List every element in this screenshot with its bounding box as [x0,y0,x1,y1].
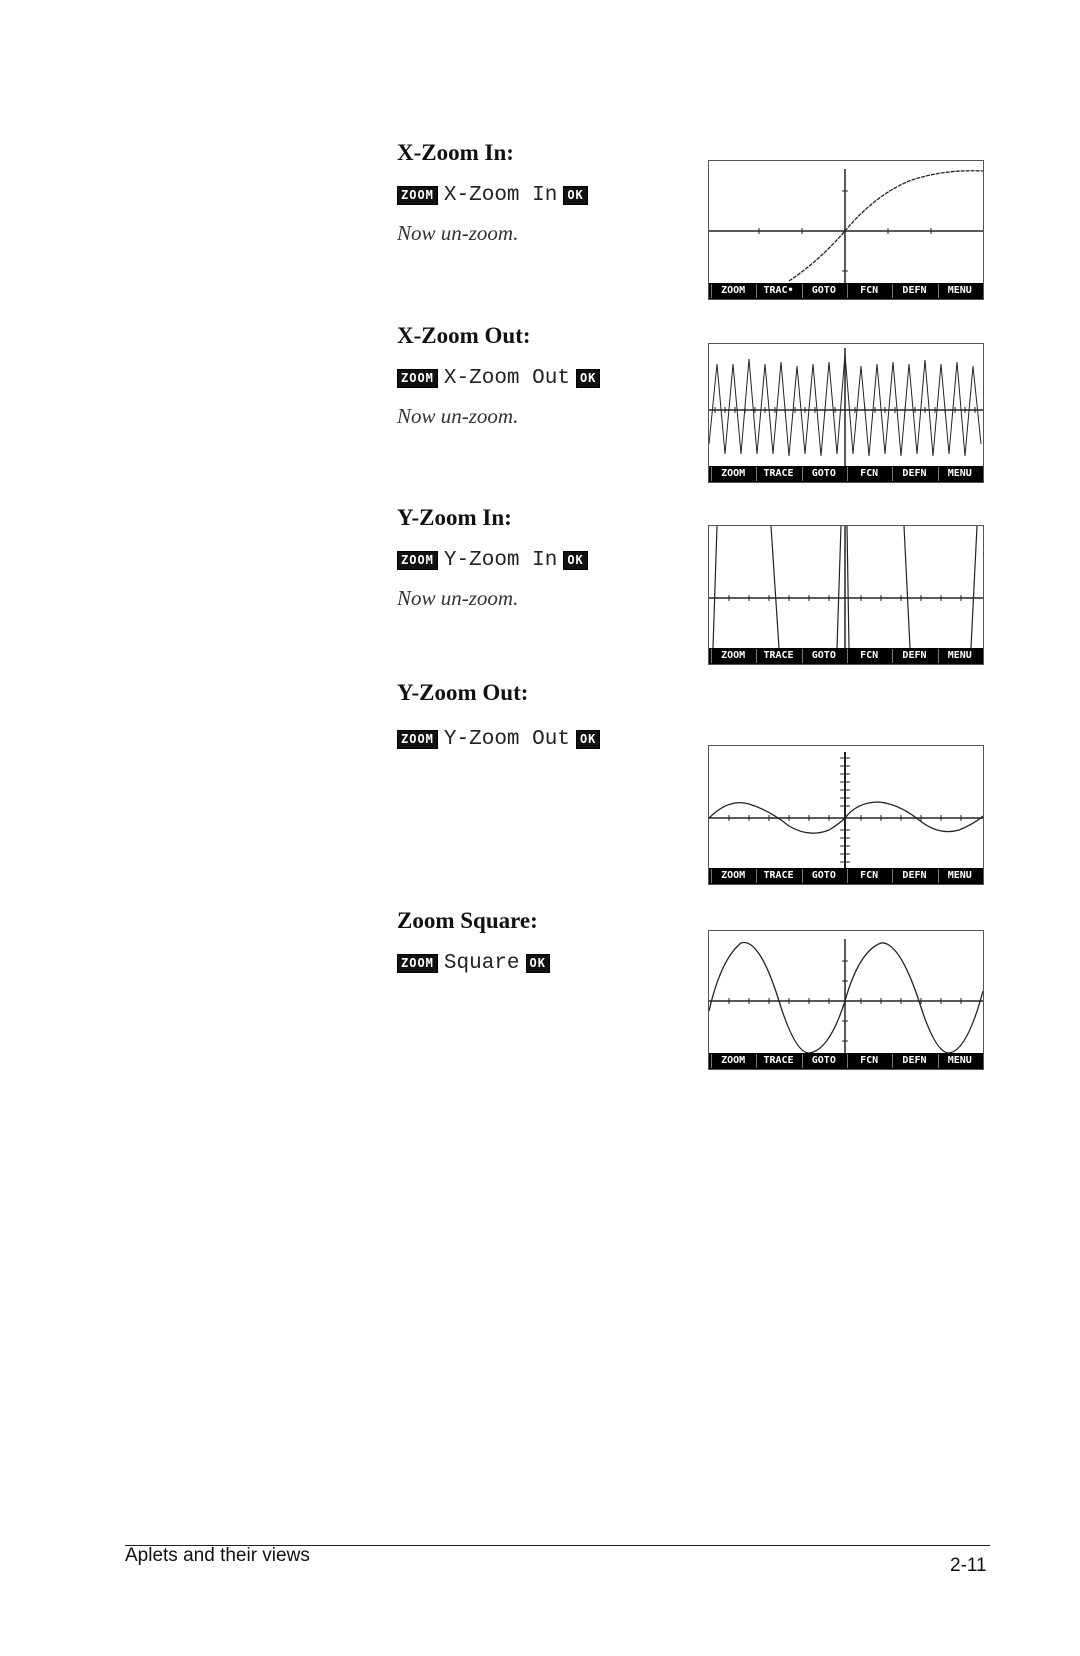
section-y-zoom-out [397,680,697,751]
note: Now un-zoom. [397,404,519,428]
footer-chapter-title: Aplets and their views [125,1545,310,1566]
command-text: Y-Zoom Out [443,728,570,751]
keystroke-line [397,184,697,207]
menu-zoom[interactable]: ZOOM [711,649,754,663]
ok-softkey: OK [576,369,600,388]
menu-trace[interactable]: TRACE [756,467,799,481]
calculator-screen-1 [708,160,984,300]
section-x-zoom-out [397,323,697,429]
command-text: X-Zoom Out [443,367,570,390]
softkey-menu-bar [709,1053,983,1069]
menu-goto[interactable]: GOTO [802,649,845,663]
heading: X-Zoom In: [397,140,514,165]
menu-goto[interactable]: GOTO [802,467,845,481]
softkey-menu-bar [709,283,983,299]
section-zoom-square [397,908,697,975]
zoom-softkey: ZOOM [397,730,438,749]
softkey-menu-bar [709,466,983,482]
menu-menu[interactable]: MENU [938,1054,981,1068]
calculator-screen-3 [708,525,984,665]
menu-trace[interactable]: TRACE [756,1054,799,1068]
calculator-screen-5 [708,930,984,1070]
heading: X-Zoom Out: [397,323,531,348]
softkey-menu-bar [709,648,983,664]
note: Now un-zoom. [397,221,519,245]
heading: Y-Zoom In: [397,505,512,530]
menu-fcn[interactable]: FCN [847,649,890,663]
plot-graph [709,746,983,868]
keystroke-line [397,549,697,572]
menu-defn[interactable]: DEFN [892,1054,935,1068]
menu-zoom[interactable]: ZOOM [711,1054,754,1068]
section-x-zoom-in [397,140,697,246]
command-text: X-Zoom In [443,184,558,207]
menu-trace[interactable]: TRAC• [756,284,799,298]
menu-defn[interactable]: DEFN [892,649,935,663]
menu-zoom[interactable]: ZOOM [711,869,754,883]
menu-fcn[interactable]: FCN [847,284,890,298]
note: Now un-zoom. [397,586,519,610]
menu-menu[interactable]: MENU [938,649,981,663]
zoom-softkey: ZOOM [397,369,438,388]
ok-softkey: OK [563,551,587,570]
calculator-screen-2 [708,343,984,483]
menu-trace[interactable]: TRACE [756,649,799,663]
menu-menu[interactable]: MENU [938,467,981,481]
menu-defn[interactable]: DEFN [892,284,935,298]
menu-fcn[interactable]: FCN [847,1054,890,1068]
menu-trace[interactable]: TRACE [756,869,799,883]
command-text: Square [443,952,520,975]
ok-softkey: OK [526,954,550,973]
zoom-softkey: ZOOM [397,186,438,205]
menu-defn[interactable]: DEFN [892,467,935,481]
menu-fcn[interactable]: FCN [847,467,890,481]
plot-graph [709,344,983,466]
menu-goto[interactable]: GOTO [802,284,845,298]
menu-menu[interactable]: MENU [938,284,981,298]
menu-goto[interactable]: GOTO [802,1054,845,1068]
ok-softkey: OK [563,186,587,205]
menu-menu[interactable]: MENU [938,869,981,883]
plot-graph [709,526,983,648]
heading: Y-Zoom Out: [397,680,529,705]
section-y-zoom-in [397,505,697,611]
keystroke-line [397,952,697,975]
softkey-menu-bar [709,868,983,884]
ok-softkey: OK [576,730,600,749]
menu-fcn[interactable]: FCN [847,869,890,883]
command-text: Y-Zoom In [443,549,558,572]
keystroke-line [397,728,697,751]
menu-defn[interactable]: DEFN [892,869,935,883]
footer-page-number: 2-11 [950,1555,987,1576]
menu-goto[interactable]: GOTO [802,869,845,883]
zoom-softkey: ZOOM [397,954,438,973]
keystroke-line [397,367,697,390]
plot-graph [709,161,983,283]
menu-zoom[interactable]: ZOOM [711,284,754,298]
plot-graph [709,931,983,1053]
zoom-softkey: ZOOM [397,551,438,570]
menu-zoom[interactable]: ZOOM [711,467,754,481]
calculator-screen-4 [708,745,984,885]
heading: Zoom Square: [397,908,538,933]
